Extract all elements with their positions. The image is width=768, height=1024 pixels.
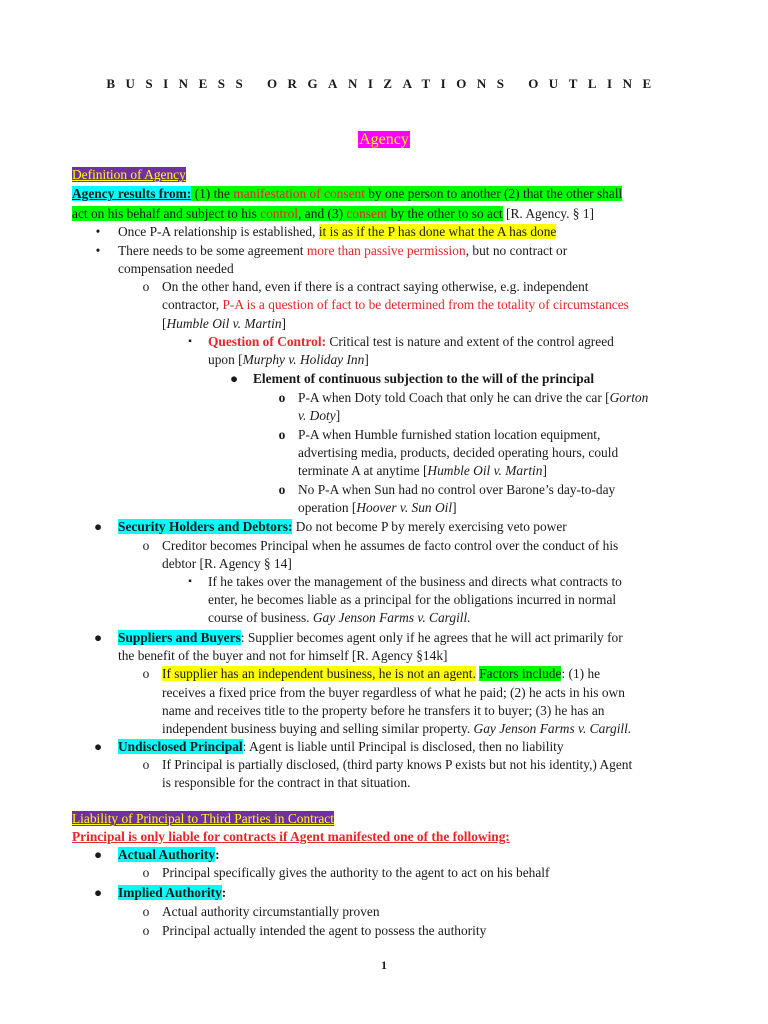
- text-run: terminate A at anytime [: [298, 463, 428, 478]
- list-item: [118, 738, 564, 756]
- text-run: v. Doty: [298, 408, 336, 423]
- bullet-round: ●: [93, 847, 103, 862]
- text-run: by one person to another (2) that the other shall: [364, 186, 623, 201]
- bullet-circle: o: [278, 427, 286, 442]
- section-heading-text: Agency: [359, 131, 409, 148]
- text-run: There needs to be some agreement: [118, 243, 307, 258]
- text-run: by the other to so act: [387, 206, 503, 221]
- text-run: Gay Jenson Farms v. Cargill.: [312, 610, 471, 625]
- text-run: ]: [364, 352, 369, 367]
- text-run: Hoover v. Sun Oil: [356, 500, 453, 515]
- list-item: [118, 884, 226, 902]
- list-item: Principal specifically gives the authority to the agent to act on his behalf: [162, 865, 550, 880]
- list-item-continuation: advertising media, products, decided operating hours, could: [298, 445, 619, 460]
- list-item-continuation: [208, 609, 471, 627]
- bullet-dot: •: [95, 224, 101, 239]
- page-number: 1: [381, 958, 387, 972]
- section-heading-agency: [0, 131, 768, 149]
- list-item: P-A when Humble furnished station location equipment,: [298, 427, 601, 442]
- list-item: Creditor becomes Principal when he assumes de facto control over the conduct of his: [162, 538, 619, 553]
- bullet-circle: o: [142, 923, 150, 938]
- text-run: Question of Control:: [208, 334, 327, 349]
- bullet-circle: o: [278, 390, 286, 405]
- bullet-round: ●: [93, 630, 103, 645]
- text-run: act on his behalf and subject to his: [72, 206, 261, 221]
- list-item: If Principal is partially disclosed, (third party knows P exists but not his identity,) Agent: [162, 757, 633, 772]
- definition-lead: Agency results from:: [72, 186, 192, 201]
- list-item-continuation: compensation needed: [118, 261, 234, 276]
- document-title: BUSINESS ORGANIZATIONS OUTLINE: [106, 76, 662, 91]
- bullet-circle: o: [142, 538, 150, 553]
- text-run: Implied Authority: [118, 885, 222, 900]
- text-run: Once P-A relationship is established,: [118, 224, 319, 239]
- liability-subheading: Principal is only liable for contracts if Agent manifested one of the following:: [72, 829, 510, 844]
- list-item-continuation: [298, 407, 340, 425]
- text-run: Humble Oil v. Martin: [166, 316, 282, 331]
- text-run: Suppliers and Buyers: [118, 630, 241, 645]
- text-run: , but no contract or: [465, 243, 568, 258]
- liability-heading: [72, 810, 334, 828]
- list-item-continuation: [162, 720, 631, 738]
- bullet-round: ●: [93, 739, 103, 754]
- text-run: (1) the: [191, 186, 234, 201]
- text-run: ]: [452, 500, 457, 515]
- text-run: Actual Authority: [118, 847, 216, 862]
- bullet-circle: o: [142, 666, 150, 681]
- bullet-circle: o: [278, 482, 286, 497]
- text-run: control: [260, 206, 299, 221]
- text-run: : (1) he: [561, 666, 601, 681]
- bullet-square: ▪: [188, 336, 192, 347]
- text-run: P-A is a question of fact to be determined from the totality of circumstances: [222, 297, 629, 312]
- list-item-continuation: the benefit of the buyer and not for himself [R. Agency §14k]: [118, 648, 448, 663]
- list-item: On the other hand, even if there is a contract saying otherwise, e.g. independent: [162, 279, 589, 294]
- text-run: Undisclosed Principal: [118, 739, 243, 754]
- bullet-circle: o: [142, 757, 150, 772]
- list-item: [298, 389, 648, 407]
- bullet-dot: •: [95, 243, 101, 258]
- bullet-circle: o: [142, 865, 150, 880]
- bullet-circle: o: [142, 279, 150, 294]
- list-item-continuation: is responsible for the contract in that situation.: [162, 775, 411, 790]
- list-item: No P-A when Sun had no control over Barone’s day-to-day: [298, 482, 616, 497]
- text-run: it is as if the P has done what the A has done: [318, 224, 557, 239]
- list-item-continuation: [162, 296, 629, 314]
- list-item: [118, 846, 220, 864]
- list-item-continuation: name and receives title to the property before he transfers it to buyer; (3) he has an: [162, 703, 605, 718]
- text-run: If supplier has an independent business, he is not an agent.: [162, 666, 476, 681]
- definition-line-1: [72, 185, 622, 203]
- text-run: Gorton: [609, 390, 649, 405]
- bullet-square: ▪: [188, 576, 192, 587]
- text-run: independent business buying and selling similar property.: [162, 721, 474, 736]
- text-run: contractor,: [162, 297, 223, 312]
- list-item-continuation: [298, 499, 457, 517]
- text-run: [: [162, 316, 167, 331]
- text-run: P-A when Doty told Coach that only he can drive the car [: [298, 390, 610, 405]
- list-item: [118, 629, 623, 647]
- text-run: course of business.: [208, 610, 313, 625]
- bullet-circle: o: [142, 904, 150, 919]
- list-item: [118, 518, 567, 536]
- definition-heading: [72, 166, 186, 184]
- list-item: If he takes over the management of the business and directs what contracts to: [208, 574, 622, 589]
- text-run: Gay Jenson Farms v. Cargill.: [473, 721, 632, 736]
- list-item: [118, 242, 567, 260]
- list-item-continuation: receives a fixed price from the buyer regardless of what he paid; (2) he acts in his own: [162, 685, 625, 700]
- list-item: Principal actually intended the agent to possess the authority: [162, 923, 487, 938]
- text-run: : Supplier becomes agent only if he agrees that he will act primarily for: [240, 630, 623, 645]
- bullet-round: ●: [93, 885, 103, 900]
- text-run: Do not become P by merely exercising veto power: [292, 519, 567, 534]
- text-run: Critical test is nature and extent of the control agreed: [326, 334, 614, 349]
- list-item-continuation: [162, 315, 286, 333]
- list-item-continuation: enter, he becomes liable as a principal for the obligations incurred in normal: [208, 592, 617, 607]
- bullet-round: ●: [229, 371, 239, 386]
- text-run: Security Holders and Debtors:: [118, 519, 293, 534]
- list-item-continuation: [298, 462, 547, 480]
- text-run: Factors include: [479, 666, 562, 681]
- list-item-continuation: [208, 351, 369, 369]
- text-run: upon [: [208, 352, 243, 367]
- text-run: :: [215, 847, 220, 862]
- text-run: ]: [281, 316, 286, 331]
- list-item: [208, 333, 614, 351]
- definition-heading-text: Definition of Agency: [72, 167, 186, 182]
- list-item: [162, 665, 600, 683]
- text-run: ]: [542, 463, 547, 478]
- definition-line-2: [72, 205, 594, 223]
- bullet-round: ●: [93, 519, 103, 534]
- list-item: [118, 223, 556, 241]
- text-run: consent: [346, 206, 388, 221]
- text-run: :: [221, 885, 227, 900]
- text-run: Humble Oil v. Martin: [427, 463, 543, 478]
- text-run: [R. Agency. § 1]: [502, 206, 595, 221]
- text-run: : Agent is liable until Principal is disclosed, then no liability: [242, 739, 564, 754]
- list-item: Actual authority circumstantially proven: [162, 904, 380, 919]
- liability-heading-text: Liability of Principal to Third Parties in Contract: [72, 811, 334, 826]
- text-run: , and (3): [298, 206, 347, 221]
- text-run: more than passive permission: [306, 243, 466, 258]
- list-item: Element of continuous subjection to the will of the principal: [253, 371, 595, 386]
- list-item-continuation: debtor [R. Agency § 14]: [162, 556, 292, 571]
- text-run: manifestation of consent: [233, 186, 365, 201]
- text-run: operation [: [298, 500, 357, 515]
- text-run: ]: [335, 408, 341, 423]
- text-run: Murphy v. Holiday Inn: [242, 352, 365, 367]
